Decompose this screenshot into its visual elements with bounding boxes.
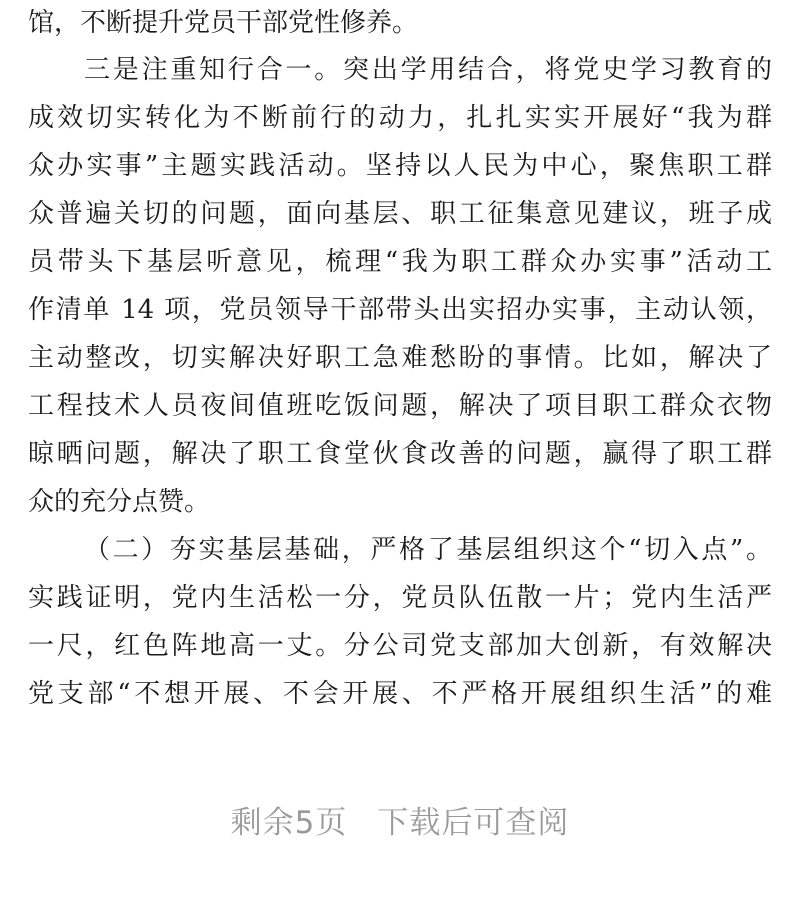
paragraph-line: 众的充分点赞。 xyxy=(28,487,211,517)
paragraph-line: 主动整改，切实解决好职工急难愁盼的事情。比如，解决了 xyxy=(28,343,772,373)
download-to-view-label: 下载后可查阅 xyxy=(377,805,570,841)
paragraph-line: （二）夯实基层基础，严格了基层组织这个“切入点”。 xyxy=(84,535,772,565)
paragraph-line: 党支部“不想开展、不会开展、不严格开展组织生活”的难 xyxy=(28,679,772,709)
paragraph-line: 众普遍关切的问题，面向基层、职工征集意见建议，班子成 xyxy=(28,199,772,229)
paragraph-line: 实践证明，党内生活松一分，党员队伍散一片；党内生活严 xyxy=(28,583,772,613)
paragraph-line: 馆，不断提升党员干部党性修养。 xyxy=(28,8,419,38)
paragraph-line: 工程技术人员夜间值班吃饭问题，解决了项目职工群众衣物 xyxy=(28,391,772,421)
paragraph-line: 一尺，红色阵地高一丈。分公司党支部加大创新，有效解决 xyxy=(28,631,772,661)
paragraph-line: 三是注重知行合一。突出学用结合，将党史学习教育的 xyxy=(84,55,772,85)
paragraph-line: 晾晒问题，解决了职工食堂伙食改善的问题，赢得了职工群 xyxy=(28,439,772,469)
paragraph-line: 成效切实转化为不断前行的动力，扎扎实实开展好“我为群 xyxy=(28,103,772,133)
paragraph-line: 作清单 14 项，党员领导干部带头出实招办实事，主动认领， xyxy=(28,295,772,325)
remaining-pages-label: 剩余5页 xyxy=(230,805,348,841)
paragraph-line: 众办实事”主题实践活动。坚持以人民为中心，聚焦职工群 xyxy=(28,151,772,181)
remaining-pages-notice[interactable] xyxy=(0,800,800,846)
paragraph-line: 员带头下基层听意见，梳理“我为职工群众办实事”活动工 xyxy=(28,247,772,277)
